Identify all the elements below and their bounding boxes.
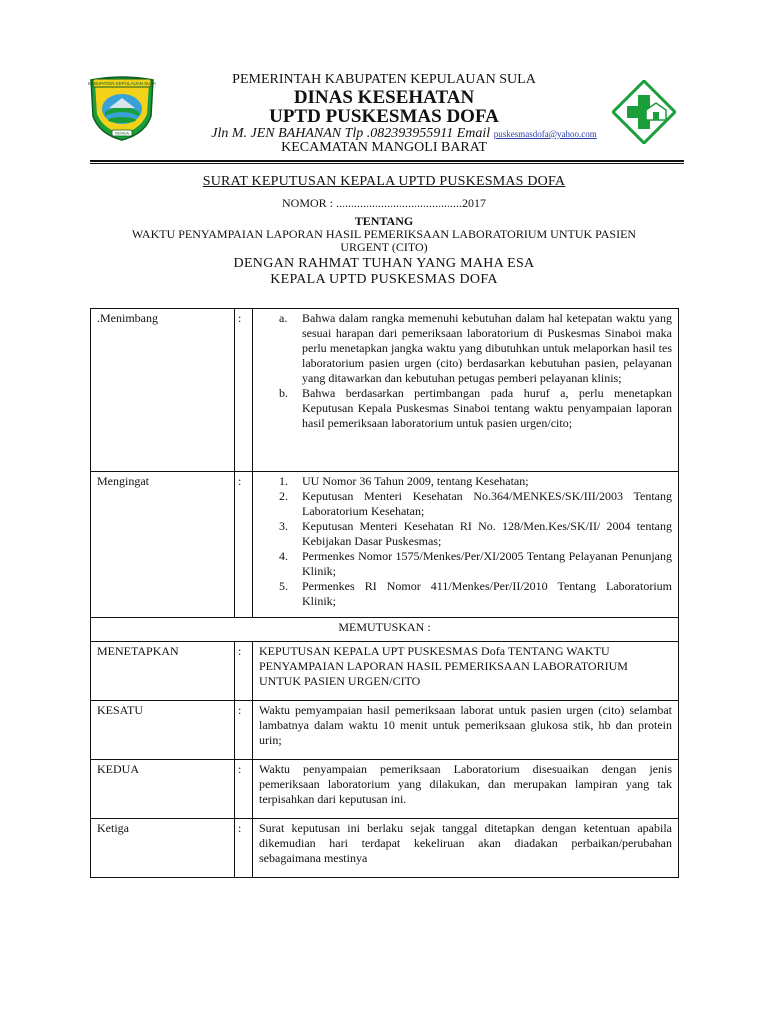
row-label: KEDUA xyxy=(91,760,235,819)
list-item xyxy=(279,549,672,579)
row-label: Mengingat xyxy=(91,472,235,618)
decree-title: SURAT KEPUTUSAN KEPALA UPTD PUSKESMAS DOFA xyxy=(202,174,566,189)
row-label: KESATU xyxy=(91,701,235,760)
item-text: Bahwa berdasarkan pertimbangan pada huruf a, perlu menetapkan Keputusan Kepala Puskesmas Sinaboi tentang waktu penyampaian laporan hasil pemeriksaan laboratorium untuk pasien urgen/cito; xyxy=(302,386,672,430)
letterhead xyxy=(0,0,768,170)
list-item xyxy=(279,386,672,431)
item-marker: 4. xyxy=(279,549,288,563)
authority: KEPALA UPTD PUSKESMAS DOFA xyxy=(270,272,498,287)
district-name: KECAMATAN MANGOLI BARAT xyxy=(281,140,487,155)
decree-subject: WAKTU PENYAMPAIAN LAPORAN HASIL PEMERIKSAAN LABORATORIUM UNTUK PASIEN URGENT (CITO) xyxy=(131,227,637,254)
institution-name: UPTD PUSKESMAS DOFA xyxy=(269,106,499,127)
legal-basis xyxy=(253,472,679,618)
item-text: Permenkes Nomor 1575/Menkes/Per/XI/2005 Tentang Pelayanan Penunjang Klinik; xyxy=(302,549,672,578)
item-marker: b. xyxy=(279,386,288,400)
row-text: Surat keputusan ini berlaku sejak tanggal ditetapkan dengan ketentuan apabila dikemudian hari terdapat kekeliruan akan diadakan perbaikan/perubahan sebagaimana mestinya xyxy=(253,819,679,878)
letterhead-rule-thick xyxy=(90,160,684,162)
list-item xyxy=(279,579,672,609)
table-row xyxy=(91,618,679,642)
item-marker: 3. xyxy=(279,519,288,533)
colon: : xyxy=(235,760,253,819)
list-item xyxy=(279,519,672,549)
email-link[interactable]: puskesmasdofa@yahoo.com xyxy=(493,129,597,139)
table-row xyxy=(91,472,679,618)
list-item xyxy=(279,311,672,386)
decree-table xyxy=(90,308,679,878)
address-text: Jln M. JEN BAHANAN Tlp .082393955911 Email xyxy=(211,126,494,141)
colon: : xyxy=(235,642,253,701)
row-text: KEPUTUSAN KEPALA UPT PUSKESMAS Dofa TENTANG WAKTU PENYAMPAIAN LAPORAN HASIL PEMERIKSAAN LABORATORIUM UNTUK PASIEN URGEN/CITO xyxy=(253,642,679,701)
item-text: Keputusan Menteri Kesehatan No.364/MENKES/SK/III/2003 Tentang Laboratorium Kesehatan; xyxy=(302,489,672,518)
crest-motto-text: SEMUA xyxy=(114,130,130,136)
decree-number: NOMOR : ..........................................2017 xyxy=(281,196,486,210)
list-item xyxy=(279,489,672,519)
item-text: Keputusan Menteri Kesehatan RI No. 128/Men.Kes/SK/II/ 2004 tentang Kebijakan Dasar Puskesmas; xyxy=(302,519,672,548)
government-name: PEMERINTAH KABUPATEN KEPULAUAN SULA xyxy=(232,72,536,87)
item-text: Bahwa dalam rangka memenuhi kebutuhan dalam hal ketepatan waktu yang sesuai harapan dari pemeriksaan laboratorium di Puskesmas Sinaboi maka perlu menetapkan jangka waktu yang dibutuhkan untuk melaporkan hasil tes laboratorium pasien urgen (cito) berdasarkan kebutuhan pasien, pelayanan yang ditawarkan dan kebutuhan petugas pemberi pelayanan klinis; xyxy=(302,311,672,385)
colon: : xyxy=(235,701,253,760)
row-label: MENETAPKAN xyxy=(91,642,235,701)
item-marker: 2. xyxy=(279,489,288,503)
puskesmas-cross-icon xyxy=(612,80,676,144)
invocation: DENGAN RAHMAT TUHAN YANG MAHA ESA xyxy=(233,256,535,271)
letterhead-rule-thin xyxy=(90,163,684,164)
considerations xyxy=(253,309,679,472)
item-marker: 1. xyxy=(279,474,288,488)
decide-heading: MEMUTUSKAN : xyxy=(91,618,679,642)
crest-banner-text: KABUPATEN KEPULAUAN SULA xyxy=(87,81,157,86)
row-label: Ketiga xyxy=(91,819,235,878)
row-label: .Menimbang xyxy=(91,309,235,472)
colon: : xyxy=(235,819,253,878)
table-row xyxy=(91,309,679,472)
item-marker: 5. xyxy=(279,579,288,593)
table-row xyxy=(91,701,679,760)
table-row xyxy=(91,642,679,701)
list-item xyxy=(279,474,672,489)
colon: : xyxy=(235,309,253,472)
colon: : xyxy=(235,472,253,618)
table-row xyxy=(91,819,679,878)
item-text: Permenkes RI Nomor 411/Menkes/Per/II/2010 Tentang Laboratorium Klinik; xyxy=(302,579,672,608)
row-text: Waktu penyampaian pemeriksaan Laboratorium disesuaikan dengan jenis pemeriksaan laboratorium yang dilakukan, dan merupakan lampiran yang tak terpisahkan dari keputusan ini. xyxy=(253,760,679,819)
row-text: Waktu pemyampaian hasil pemeriksaan laborat untuk pasien urgen (cito) selambat lambatnya dalam waktu 10 menit untuk pemeriksaan glukosa stik, hb dan protein urin; xyxy=(253,701,679,760)
about-heading: TENTANG xyxy=(354,214,414,228)
item-text: UU Nomor 36 Tahun 2009, tentang Kesehatan; xyxy=(302,474,529,488)
table-row xyxy=(91,760,679,819)
item-marker: a. xyxy=(279,311,288,325)
agency-name: DINAS KESEHATAN xyxy=(293,87,475,108)
